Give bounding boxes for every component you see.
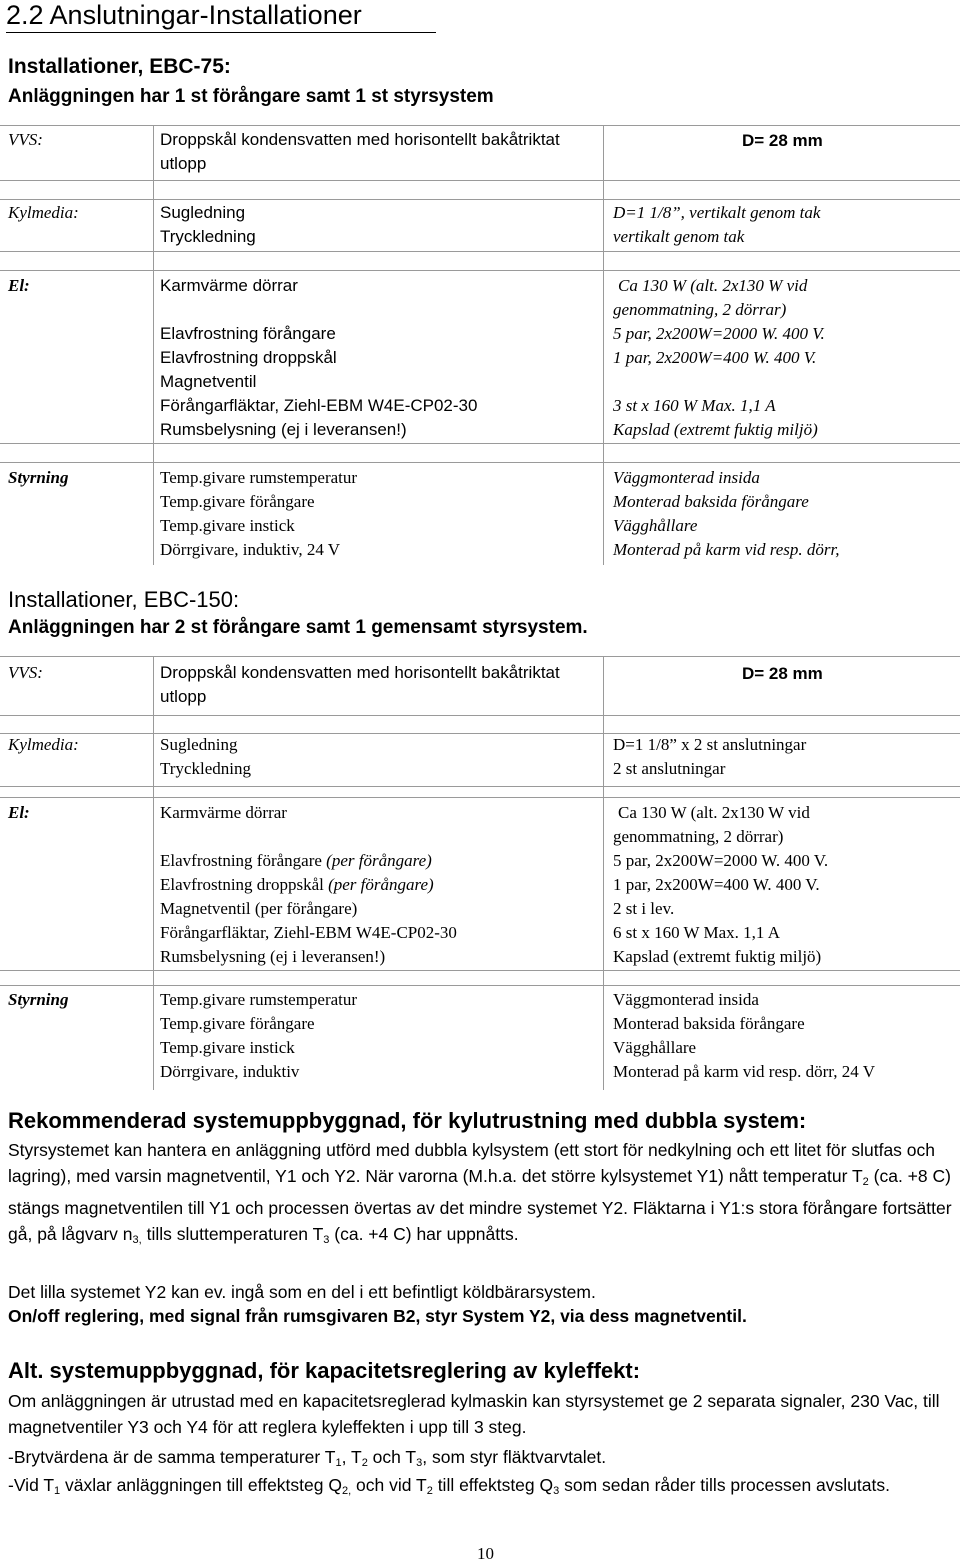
alt-paragraph: Om anläggningen är utrustad med en kapacitetsreglerad kylmaskin kan styrsystemet ge 2 separata signaler, 230 Vac, till magnetventiler Y3 och Y4 för att reglera kyleffekten i upp till 3 steg. xyxy=(8,1391,940,1437)
grid-line xyxy=(0,251,960,252)
el-items: Karmvärme dörrar Elavfrostning förångare Elavfrostning droppskål Magnetventil Förångarfläktar, Ziehl-EBM W4E-CP02-30 Rumsbelysning (ej i leveransen!) xyxy=(160,276,478,439)
heading-underline xyxy=(6,32,436,33)
kylmedia-values: D=1 1/8” x 2 st anslutningar 2 st anslutningar xyxy=(613,735,807,778)
vvs-label: VVS: xyxy=(8,130,43,149)
vvs-description: Droppskål kondensvatten med horisontellt bakåtriktat utlopp xyxy=(160,130,560,173)
grid-line xyxy=(603,125,604,565)
grid-line xyxy=(0,180,960,181)
grid-line xyxy=(0,970,960,971)
grid-line xyxy=(0,125,960,126)
el-label: El: xyxy=(8,803,30,822)
grid-line xyxy=(0,733,960,734)
kylmedia-values: D=1 1/8”, vertikalt genom tak vertikalt genom tak xyxy=(613,203,821,246)
grid-line xyxy=(0,797,960,798)
grid-line xyxy=(153,125,154,565)
grid-line xyxy=(0,985,960,986)
grid-line xyxy=(603,656,604,1090)
el-items: Karmvärme dörrar Elavfrostning förångare (per förångare) Elavfrostning droppskål (per förångare) Magnetventil (per förångare) Förångarfläktar, Ziehl-EBM W4E-CP02-30 Rumsbelysning (ej i leveransen!) xyxy=(160,803,457,966)
alt-paragraph-3: -Vid $T_1$ växlar anläggningen till effektsteg $Q_{2,}$ och vid $T_2$ till effektsteg $Q_3$ som sedan råder tills processen avslutats. xyxy=(8,1475,890,1497)
page-number: 10 xyxy=(477,1544,494,1563)
vvs-description: Droppskål kondensvatten med horisontellt bakåtriktat utlopp xyxy=(160,663,560,706)
vvs-value: D= 28 mm xyxy=(742,664,823,683)
styrning-items: Temp.givare rumstemperatur Temp.givare förångare Temp.givare instick Dörrgivare, induktiv xyxy=(160,990,358,1081)
ebc150-subtitle: Anläggningen har 2 st förångare samt 1 gemensamt styrsystem. xyxy=(8,617,588,638)
styrning-label: Styrning xyxy=(8,990,69,1009)
rec-paragraph-2: Det lilla systemet Y2 kan ev. ingå som en del i ett befintligt köldbärarsystem. xyxy=(8,1282,596,1302)
el-label: El: xyxy=(8,276,30,295)
el-values: Ca 130 W (alt. 2x130 W vid genommatning, 2 dörrar) 5 par, 2x200W=2000 W. 400 V. 1 par, 2x200W=400 W. 400 V. 3 st x 160 W Max. 1,1 A Kapslad (extremt fuktig miljö) xyxy=(613,276,825,439)
page-heading: 2.2 Anslutningar-Installationer xyxy=(6,0,362,30)
styrning-values: Väggmonterad insida Monterad baksida förångare Vägghållare Monterad på karm vid resp. dörr, 24 V xyxy=(613,990,875,1081)
ebc75-subtitle: Anläggningen har 1 st förångare samt 1 st styrsystem xyxy=(8,86,494,107)
ebc75-title: Installationer, EBC-75: xyxy=(8,55,231,78)
grid-line xyxy=(0,199,960,200)
rec-paragraph: Styrsystemet kan hantera en anläggning utförd med dubbla kylsystem (ett stort för nedkylning och ett litet för slutfas och lagring), med varsin magnetventil, Y1 och Y2. När varorna (M.h.a. det större kylsystemet Y1) nått temperatur $T_2$ (ca. +8 C) stängs magnetventilen till Y1 och processen övertas av det mindre systemet Y2. Fläktarna i Y1:s stora förångare fortsätter gå, på lågvarv $n_{3,}$ tills sluttemperaturen $T_3$ (ca. +4 C) har uppnåtts. xyxy=(8,1140,952,1246)
alt-title: Alt. systemuppbyggnad, för kapacitetsreglering av kyleffekt: xyxy=(8,1358,641,1383)
grid-line xyxy=(0,715,960,716)
vvs-label: VVS: xyxy=(8,663,43,682)
rec-paragraph-3: On/off reglering, med signal från rumsgivaren B2, styr System Y2, via dess magnetventil. xyxy=(8,1306,747,1326)
grid-line xyxy=(0,656,960,657)
grid-line xyxy=(153,656,154,1090)
kylmedia-items: Sugledning Tryckledning xyxy=(160,203,256,246)
rec-title: Rekommenderad systemuppbyggnad, för kylutrustning med dubbla system: xyxy=(8,1108,807,1133)
styrning-items: Temp.givare rumstemperatur Temp.givare förångare Temp.givare instick Dörrgivare, induktiv, 24 V xyxy=(160,468,358,559)
grid-line xyxy=(0,462,960,463)
kylmedia-label: Kylmedia: xyxy=(8,735,79,754)
grid-line xyxy=(0,270,960,271)
alt-paragraph-2: -Brytvärdena är de samma temperaturer $T_1$, $T_2$ och $T_3$, som styr fläktvarvtalet. xyxy=(8,1447,607,1469)
styrning-label: Styrning xyxy=(8,468,69,487)
ebc150-title: Installationer, EBC-150: xyxy=(8,587,240,612)
grid-line xyxy=(0,786,960,787)
el-values: Ca 130 W (alt. 2x130 W vid genommatning, 2 dörrar) 5 par, 2x200W=2000 W. 400 V. 1 par, 2x200W=400 W. 400 V. 2 st i lev. 6 st x 160 W Max. 1,1 A Kapslad (extremt fuktig miljö) xyxy=(613,803,829,966)
grid-line xyxy=(0,443,960,444)
kylmedia-label: Kylmedia: xyxy=(8,203,79,222)
kylmedia-items: Sugledning Tryckledning xyxy=(160,735,251,778)
vvs-value: D= 28 mm xyxy=(742,131,823,150)
styrning-values: Väggmonterad insida Monterad baksida förångare Vägghållare Monterad på karm vid resp. dörr, xyxy=(613,468,840,559)
